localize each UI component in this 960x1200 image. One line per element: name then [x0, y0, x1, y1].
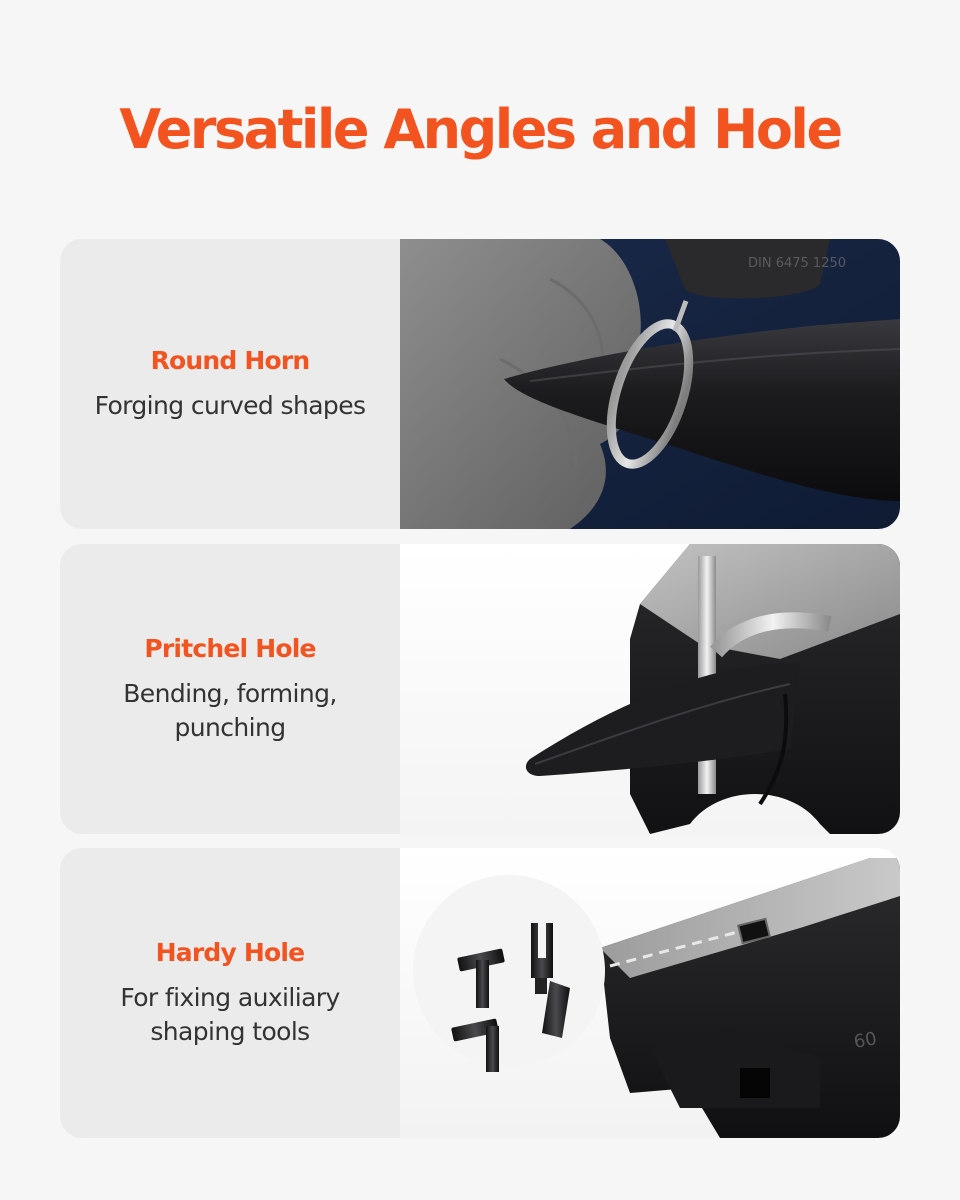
feature-card-pritchel-hole [60, 544, 900, 834]
card-heading: Hardy Hole [155, 937, 305, 967]
anvil-stamp-text: 60 [852, 1028, 879, 1053]
feature-card-hardy-hole [60, 848, 900, 1138]
card-description: Forging curved shapes [94, 390, 366, 420]
card-text [60, 848, 400, 1138]
card-heading: Pritchel Hole [144, 633, 316, 663]
card-text [60, 544, 400, 834]
card-description: For fixing auxiliary shaping tools [120, 982, 340, 1046]
hardy-hole-photo [400, 848, 900, 1138]
card-heading: Round Horn [150, 345, 310, 375]
card-text [60, 239, 400, 529]
round-horn-photo [400, 239, 900, 529]
feature-card-round-horn [60, 239, 900, 529]
pritchel-hole-photo [400, 544, 900, 834]
card-description: Bending, forming, punching [123, 678, 337, 742]
page-title: Versatile Angles and Hole [119, 98, 841, 161]
hammer-stamp-text: DIN 6475 1250 [748, 256, 847, 271]
